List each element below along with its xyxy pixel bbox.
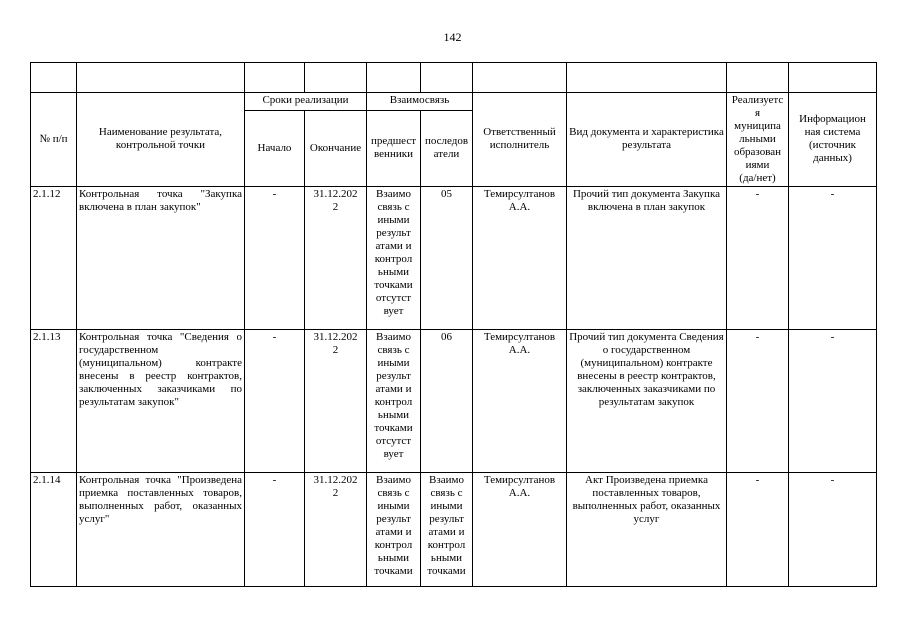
header-successors: последов атели (421, 111, 473, 187)
cell-start: - (245, 329, 305, 472)
header-predecessors: предшест венники (367, 111, 421, 187)
cell-executor: Темирсултанов А.А. (473, 186, 567, 329)
cell-successors: Взаимо связь с иными результ атами и контрол ьными точками (421, 472, 473, 586)
header-executor: Ответственный исполнитель (473, 93, 567, 187)
table-row (31, 472, 877, 586)
header-municipal: Реализуетс я муниципа льными образован иями (да/нет) (727, 93, 789, 187)
cell-predecessors: Взаимо связь с иными результ атами и контрол ьными точками отсутст вует (367, 329, 421, 472)
header-infosys: Информацион ная система (источник данных) (789, 93, 877, 187)
page-number: 142 (443, 30, 462, 44)
cell-municipal: - (727, 329, 789, 472)
cell-end: 31.12.202 2 (305, 186, 367, 329)
cell-doc: Прочий тип документа Сведения о государственном (муниципальном) контракте внесены в реестр контрактов, заключенных заказчиками по результатам закупок (567, 329, 727, 472)
cell-infosys: - (789, 329, 877, 472)
cell-doc: Акт Произведена приемка поставленных товаров, выполненных работ, оказанных услуг (567, 472, 727, 586)
cell-end: 31.12.202 2 (305, 329, 367, 472)
cell-name: Контрольная точка "Сведения о государственном (муниципальном) контракте внесены в реестр контрактов, заключенных заказчиками по результатам закупок" (77, 329, 245, 472)
cell-num: 2.1.13 (31, 329, 77, 472)
table-row (31, 329, 877, 472)
table-row (31, 186, 877, 329)
header-row-top (31, 93, 877, 111)
cell-start: - (245, 186, 305, 329)
cell-executor: Темирсултанов А.А. (473, 472, 567, 586)
header-terms: Сроки реализации (245, 93, 367, 111)
cell-predecessors: Взаимо связь с иными результ атами и контрол ьными точками (367, 472, 421, 586)
header-start: Начало (245, 111, 305, 187)
cell-municipal: - (727, 186, 789, 329)
header-doc: Вид документа и характеристика результата (567, 93, 727, 187)
plan-table (30, 62, 877, 587)
cell-successors: 06 (421, 329, 473, 472)
cell-infosys: - (789, 186, 877, 329)
cell-name: Контрольная точка "Закупка включена в план закупок" (77, 186, 245, 329)
header-relation: Взаимосвязь (367, 93, 473, 111)
table-spacer-row (31, 63, 877, 93)
header-end: Окончание (305, 111, 367, 187)
cell-doc: Прочий тип документа Закупка включена в план закупок (567, 186, 727, 329)
cell-infosys: - (789, 472, 877, 586)
cell-end: 31.12.202 2 (305, 472, 367, 586)
header-num: № п/п (31, 93, 77, 187)
cell-num: 2.1.14 (31, 472, 77, 586)
cell-name: Контрольная точка "Произведена приемка поставленных товаров, выполненных работ, оказанных услуг" (77, 472, 245, 586)
cell-successors: 05 (421, 186, 473, 329)
cell-num: 2.1.12 (31, 186, 77, 329)
header-name: Наименование результата, контрольной точки (77, 93, 245, 187)
cell-municipal: - (727, 472, 789, 586)
cell-start: - (245, 472, 305, 586)
cell-executor: Темирсултанов А.А. (473, 329, 567, 472)
cell-predecessors: Взаимо связь с иными результ атами и контрол ьными точками отсутст вует (367, 186, 421, 329)
